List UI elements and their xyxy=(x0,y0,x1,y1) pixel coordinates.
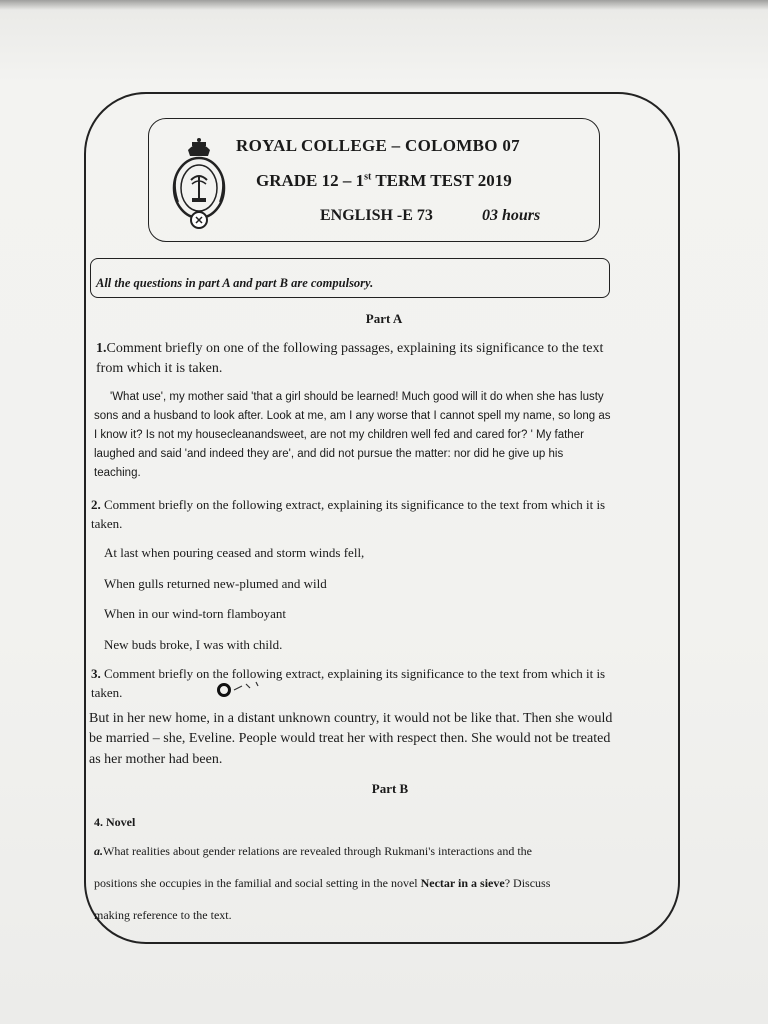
q1-passage-line: sons and a husband to look after. Look at me, am I any worse that I cannot spell my name, so long as xyxy=(94,410,611,422)
grade-suffix: TERM TEST 2019 xyxy=(371,171,512,190)
q2-number: 2. xyxy=(91,497,101,512)
q1-number: 1. xyxy=(96,341,107,356)
grade-sup: st xyxy=(364,171,372,183)
q3-line-2: taken. xyxy=(91,685,123,700)
q4a-line-3: making reference to the text. xyxy=(94,908,232,922)
q2-line-1 xyxy=(91,497,605,513)
q4-label: 4. Novel xyxy=(94,815,136,829)
q3-number: 3. xyxy=(91,666,101,681)
q1-passage-line: teaching. xyxy=(94,467,141,479)
q1-line-1 xyxy=(96,341,603,357)
q3-text-1: Comment briefly on the following extract, explaining its significance to the text from which it is xyxy=(100,666,606,681)
q1-text-1: Comment briefly on one of the following passages, explaining its significance to the text xyxy=(106,341,604,356)
exam-duration: 03 hours xyxy=(482,207,541,224)
part-b-title: Part B xyxy=(371,781,409,796)
pen-mark-scribble xyxy=(212,680,272,706)
school-crest-logo xyxy=(170,136,228,232)
q4a-text-2: positions she occupies in the familial and social setting in the novel xyxy=(94,876,421,890)
q2-poem-line: New buds broke, I was with child. xyxy=(104,637,283,652)
part-a-title: Part A xyxy=(365,311,403,326)
q1-line-2: from which it is taken. xyxy=(96,361,223,376)
grade-term xyxy=(256,171,512,191)
novel-title: Nectar in a sieve xyxy=(420,876,505,890)
subject-code: ENGLISH -E 73 xyxy=(320,207,433,224)
q3-extract-line: as her mother had been. xyxy=(89,752,223,767)
q3-line-1 xyxy=(91,666,605,682)
q4a-text-3: ? Discuss xyxy=(504,876,551,890)
q4a-line-2 xyxy=(94,876,550,891)
q1-passage-line: I know it? Is not my housecleanandsweet, are not my children well fed and cared for? ' My father xyxy=(94,429,584,441)
q4a-text-1: What realities about gender relations are revealed through Rukmani's interactions and the xyxy=(103,844,533,858)
q4a-line-1 xyxy=(94,844,532,859)
q4a-letter: a. xyxy=(94,844,103,858)
q1-passage-line: laughed and said 'and indeed they are', and did not pursue the matter: nor did he give up his xyxy=(94,448,564,460)
instructions-text: All the questions in part A and part B are compulsory. xyxy=(96,276,374,290)
q2-poem-line: When gulls returned new-plumed and wild xyxy=(104,576,327,591)
q2-line-2: taken. xyxy=(91,516,123,531)
q1-passage-line: 'What use', my mother said 'that a girl should be learned! Much good will it do when she has lusty xyxy=(110,391,604,403)
q3-extract-line: be married – she, Eveline. People would treat her with respect then. She would not be treated xyxy=(89,731,611,746)
q2-poem-line: When in our wind-torn flamboyant xyxy=(104,606,286,621)
q2-poem-line: At last when pouring ceased and storm winds fell, xyxy=(104,545,365,560)
school-name: ROYAL COLLEGE – COLOMBO 07 xyxy=(236,136,520,155)
q3-extract-line: But in her new home, in a distant unknown country, it would not be like that. Then she would xyxy=(89,711,613,726)
grade-prefix: GRADE 12 – 1 xyxy=(256,171,365,190)
q2-text-1: Comment briefly on the following extract, explaining its significance to the text from which it is xyxy=(100,497,606,512)
scan-shadow xyxy=(0,0,768,10)
